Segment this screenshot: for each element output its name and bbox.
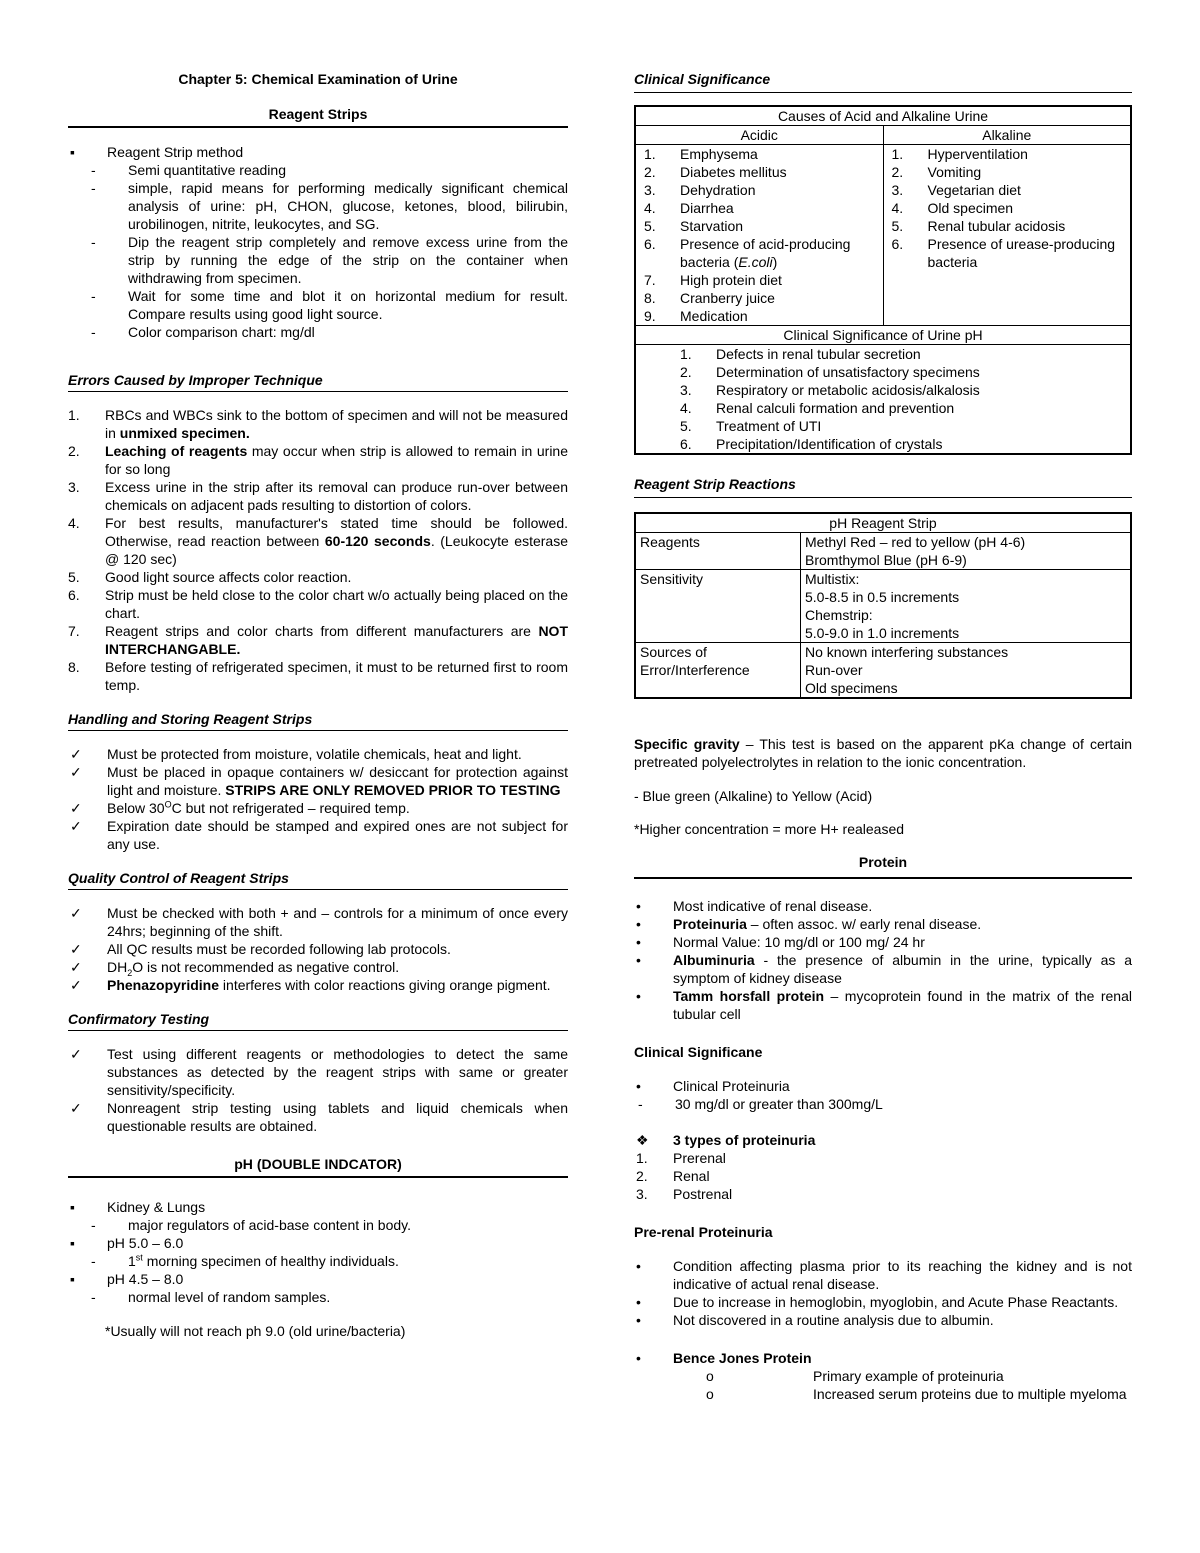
- circle-bullet-icon: o: [706, 1368, 714, 1384]
- prerenal-list: [634, 1257, 1132, 1329]
- ph-reagent-table: [634, 512, 1132, 699]
- list-item: - major regulators of acid-base content in body.: [91, 1217, 412, 1233]
- list-item: • Due to increase in hemoglobin, myoglobin, and Acute Phase Reactants.: [636, 1294, 1119, 1310]
- list-item: 1. Hyperventilation: [891, 146, 1028, 162]
- bullet-icon: •: [636, 1312, 641, 1328]
- list-item: • Proteinuria – often assoc. w/ early renal disease.: [636, 916, 982, 932]
- alkaline-list: [883, 145, 1131, 326]
- list-item: • Condition affecting plasma prior to its reaching the kidney and is not indicative of actual renal disease.: [636, 1258, 1132, 1292]
- qc-heading: Quality Control of Reagent Strips: [68, 869, 568, 890]
- list-item: o Primary example of proteinuria: [634, 1367, 1132, 1385]
- square-bullet-icon: ▪: [70, 1271, 75, 1287]
- list-item: ▪ Reagent Strip method: [70, 144, 244, 160]
- types-heading-row: [634, 1131, 1132, 1149]
- sources-label: Sources of Error/Interference: [635, 643, 801, 699]
- list-item: 3. Dehydration: [644, 182, 756, 198]
- acidic-header: Acidic: [635, 126, 883, 145]
- ph-reagent-title: pH Reagent Strip: [635, 513, 1131, 533]
- checkmark-icon: ✓: [70, 959, 82, 975]
- list-item: 4. For best results, manufacturer's stated time should be followed. Otherwise, read reaction between 60-120 seconds. (Leukocyte esterase @ 120 sec): [68, 515, 568, 567]
- errors-list: [68, 406, 568, 694]
- page-title: Chapter 5: Chemical Examination of Urine: [178, 71, 458, 87]
- list-item: - 1st morning specimen of healthy individuals.: [91, 1252, 399, 1269]
- list-item: 2. Renal: [636, 1168, 710, 1184]
- list-item: • Albuminuria - the presence of albumin in the urine, typically as a symptom of kidney disease: [636, 952, 1132, 986]
- sources-value: No known interfering substances Run-over Old specimens: [801, 643, 1132, 699]
- list-item: ✓ Nonreagent strip testing using tablets and liquid chemicals when questionable results are obtained.: [70, 1100, 568, 1134]
- clinical-significane-heading: Clinical Significane: [634, 1044, 763, 1060]
- list-item: ▪ pH 4.5 – 8.0: [70, 1271, 184, 1287]
- clinical-significance-heading: Clinical Significance: [634, 70, 1132, 93]
- list-item: 4. Renal calculi formation and prevention: [680, 400, 955, 416]
- list-item: ▪ Kidney & Lungs: [70, 1199, 206, 1215]
- list-item: 6. Precipitation/Identification of crystals: [680, 436, 943, 452]
- circle-bullet-icon: o: [706, 1386, 714, 1402]
- reagent-strips-heading: Reagent Strips: [68, 105, 568, 128]
- list-item: 1. Emphysema: [644, 146, 758, 162]
- bullet-icon: •: [636, 1294, 641, 1310]
- list-item: ✓ $DH_2O$ is not recommended as negative control.: [70, 959, 400, 978]
- reagent-strip-method-list: [68, 143, 568, 341]
- list-item: 3. Respiratory or metabolic acidosis/alkalosis: [680, 382, 980, 398]
- list-item: 8. Cranberry juice: [644, 290, 775, 306]
- list-item: 8. Before testing of refrigerated specimen, it must to be returned first to room temp.: [68, 659, 568, 693]
- types-heading: 3 types of proteinuria: [673, 1132, 816, 1148]
- list-item: 7. Reagent strips and color charts from different manufacturers are NOT INTERCHANGABLE.: [68, 623, 568, 657]
- clinical-proteinuria-list: [634, 1077, 1132, 1113]
- list-item: ✓ Must be placed in opaque containers w/ desiccant for protection against light and moisture. STRIPS ARE ONLY REMOVED PRIOR TO TESTING: [70, 764, 568, 798]
- ph-list: [68, 1198, 568, 1306]
- qc-list: [68, 904, 568, 994]
- list-item: ✓ Phenazopyridine interferes with color reactions giving orange pigment.: [70, 977, 551, 993]
- list-item: • Tamm horsfall protein – mycoprotein found in the matrix of the renal tubular cell: [636, 988, 1132, 1022]
- bence-heading-row: [634, 1349, 1132, 1367]
- list-item: • Not discovered in a routine analysis due to albumin.: [636, 1312, 994, 1328]
- square-bullet-icon: ▪: [70, 144, 75, 160]
- protein-heading: Protein: [634, 853, 1132, 879]
- list-item: 4. Old specimen: [891, 200, 1014, 216]
- list-item: 5. Renal tubular acidosis: [891, 218, 1066, 234]
- list-item: 2. Vomiting: [891, 164, 982, 180]
- checkmark-icon: ✓: [70, 905, 82, 921]
- list-item: 2. Determination of unsatisfactory specimens: [680, 364, 980, 380]
- prerenal-heading: Pre-renal Proteinuria: [634, 1224, 773, 1240]
- confirmatory-list: [68, 1045, 568, 1135]
- list-item: • Normal Value: 10 mg/dl or 100 mg/ 24 hr: [636, 934, 925, 950]
- list-item: - normal level of random samples.: [91, 1289, 331, 1305]
- square-bullet-icon: ▪: [70, 1199, 75, 1215]
- list-item: 3. Postrenal: [636, 1186, 733, 1202]
- list-item: ▪ pH 5.0 – 6.0: [70, 1235, 184, 1251]
- acidic-list: [635, 145, 883, 326]
- list-item: ✓ Must be protected from moisture, volatile chemicals, heat and light.: [70, 746, 522, 762]
- bullet-icon: •: [636, 1350, 641, 1366]
- checkmark-icon: ✓: [70, 746, 82, 762]
- list-item: 1. Defects in renal tubular secretion: [680, 346, 921, 362]
- ph-heading: pH (DOUBLE INDCATOR): [68, 1155, 568, 1178]
- bence-heading: Bence Jones Protein: [673, 1350, 812, 1366]
- causes-table: [634, 105, 1132, 455]
- list-item: - simple, rapid means for performing medically significant chemical analysis of urine: pH, CHON, glucose, ketones, blood, bilirubin, urobilinogen, nitrite, leukocytes, and SG.: [91, 180, 568, 232]
- handling-heading: Handling and Storing Reagent Strips: [68, 710, 568, 731]
- checkmark-icon: ✓: [70, 977, 82, 993]
- bullet-icon: •: [636, 1078, 641, 1094]
- list-item: - Semi quantitative reading: [91, 162, 286, 178]
- protein-list: [634, 897, 1132, 1023]
- right-column: [634, 66, 1132, 1403]
- handling-list: [68, 745, 568, 853]
- bullet-icon: •: [636, 952, 641, 968]
- list-item: 4. Diarrhea: [644, 200, 734, 216]
- ph-note: *Usually will not reach ph 9.0 (old urine/bacteria): [105, 1323, 406, 1339]
- list-item: 3. Vegetarian diet: [891, 182, 1021, 198]
- list-item: 5. Starvation: [644, 218, 744, 234]
- list-item: 6. Presence of urease-producing bacteria: [891, 236, 1116, 270]
- confirmatory-heading: Confirmatory Testing: [68, 1010, 568, 1031]
- list-item: ✓ Test using different reagents or methodologies to detect the same substances as detected by the reagent strips with same or greater sensitivity/specificity.: [70, 1046, 568, 1098]
- list-item: - Wait for some time and blot it on horizontal medium for result. Compare results using good light source.: [91, 288, 568, 322]
- list-item: - Color comparison chart: mg/dl: [91, 324, 315, 340]
- specific-gravity-paragraph: Specific gravity – This test is based on the apparent pKa change of certain pretreated polyelectrolytes in relation to the ionic concentration.: [634, 736, 1132, 770]
- checkmark-icon: ✓: [70, 1100, 82, 1116]
- diamond-bullet-icon: ❖: [636, 1132, 649, 1148]
- alkaline-header: Alkaline: [883, 126, 1131, 145]
- checkmark-icon: ✓: [70, 1046, 82, 1062]
- bullet-icon: •: [636, 898, 641, 914]
- checkmark-icon: ✓: [70, 764, 82, 780]
- bullet-icon: •: [636, 1258, 641, 1274]
- list-item: 3. Excess urine in the strip after its removal can produce run-over between chemicals on adjacent pads resulting to distortion of colors.: [68, 479, 568, 513]
- reagents-label: Reagents: [635, 533, 801, 570]
- list-item: • Clinical Proteinuria: [636, 1078, 790, 1094]
- list-item: 9. Medication: [644, 308, 748, 324]
- causes-table-title: Causes of Acid and Alkaline Urine: [635, 106, 1131, 126]
- list-item: • Most indicative of renal disease.: [636, 898, 873, 914]
- list-item: 1. RBCs and WBCs sink to the bottom of specimen and will not be measured in unmixed specimen.: [68, 407, 568, 441]
- list-item: 5. Treatment of UTI: [680, 418, 822, 434]
- list-item: ✓ All QC results must be recorded following lab protocols.: [70, 941, 451, 957]
- ph-significance-title: Clinical Significance of Urine pH: [635, 326, 1131, 345]
- types-list: [634, 1149, 1132, 1203]
- square-bullet-icon: ▪: [70, 1235, 75, 1251]
- list-item: 2. Diabetes mellitus: [644, 164, 787, 180]
- list-item: - Dip the reagent strip completely and remove excess urine from the strip by running the edge of the strip on the container when withdrawing from specimen.: [91, 234, 568, 286]
- left-column: [68, 66, 568, 1340]
- ph-significance-list: [635, 345, 1131, 455]
- specific-gravity-note: *Higher concentration = more H+ realeased: [634, 821, 905, 837]
- specific-gravity-color: - Blue green (Alkaline) to Yellow (Acid): [634, 788, 873, 804]
- reactions-heading: Reagent Strip Reactions: [634, 475, 1132, 498]
- bence-list: [634, 1367, 1132, 1403]
- checkmark-icon: ✓: [70, 800, 82, 816]
- errors-heading: Errors Caused by Improper Technique: [68, 371, 568, 392]
- checkmark-icon: ✓: [70, 941, 82, 957]
- list-item: o Increased serum proteins due to multiple myeloma: [634, 1385, 1132, 1403]
- list-item: 5. Good light source affects color reaction.: [68, 569, 352, 585]
- checkmark-icon: ✓: [70, 818, 82, 834]
- reagents-value: Methyl Red – red to yellow (pH 4-6) Bromthymol Blue (pH 6-9): [801, 533, 1132, 570]
- list-item: ✓ Below $30^OC$ but not refrigerated – required temp.: [70, 799, 410, 816]
- sensitivity-label: Sensitivity: [635, 570, 801, 643]
- bullet-icon: •: [636, 916, 641, 932]
- list-item: 1. Prerenal: [636, 1150, 726, 1166]
- list-item: ✓ Must be checked with both + and – controls for a minimum of once every 24hrs; beginning of the shift.: [70, 905, 568, 939]
- bullet-icon: •: [636, 934, 641, 950]
- list-item: 6. Presence of acid-producing bacteria (E.coli): [644, 236, 851, 270]
- list-item: 2. Leaching of reagents may occur when strip is allowed to remain in urine for so long: [68, 443, 569, 477]
- list-item: - 30 mg/dl or greater than 300mg/L: [638, 1096, 883, 1112]
- list-item: 7. High protein diet: [644, 272, 782, 288]
- list-item: ✓ Expiration date should be stamped and expired ones are not subject for any use.: [70, 818, 568, 852]
- list-item: 6. Strip must be held close to the color chart w/o actually being placed on the chart.: [68, 587, 568, 621]
- bullet-icon: •: [636, 988, 641, 1004]
- sensitivity-value: Multistix: 5.0-8.5 in 0.5 increments Chemstrip: 5.0-9.0 in 1.0 increments: [801, 570, 1132, 643]
